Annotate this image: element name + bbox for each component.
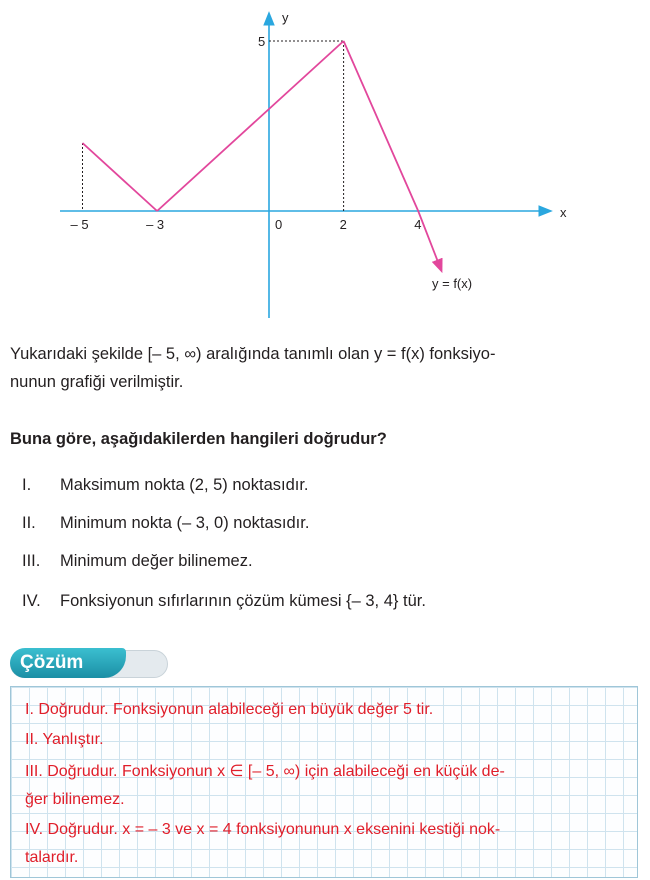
solution-line-1: I. Doğrudur. Fonksiyonun alabileceği en büyük değer 5 tir. bbox=[25, 701, 434, 718]
function-label: y = f(x) bbox=[432, 276, 473, 291]
function-graph bbox=[0, 0, 650, 330]
solution-tab bbox=[10, 648, 168, 678]
statement-text: Maksimum nokta (2, 5) noktasıdır. bbox=[60, 476, 309, 494]
y-axis-label: y bbox=[282, 10, 289, 25]
statement-3 bbox=[22, 552, 253, 571]
x-tick-label: – 5 bbox=[70, 217, 89, 232]
solution-line-4: ğer bilinemez. bbox=[25, 791, 125, 808]
statement-number: IV. bbox=[22, 592, 41, 610]
statement-2 bbox=[22, 514, 309, 533]
intro-line-1: Yukarıdaki şekilde [– 5, ∞) aralığında tanımlı olan y = f(x) fonksiyo- bbox=[10, 345, 496, 363]
y-tick-label-5: 5 bbox=[258, 34, 266, 49]
statement-number: III. bbox=[22, 552, 41, 570]
question-text: Buna göre, aşağıdakilerden hangileri doğrudur? bbox=[10, 430, 387, 448]
solution-line-2: II. Yanlıştır. bbox=[25, 731, 104, 748]
x-tick-label: – 3 bbox=[146, 217, 165, 232]
x-axis-label: x bbox=[560, 205, 567, 220]
solution-tab-label: Çözüm bbox=[10, 648, 126, 678]
solution-line-6: talardır. bbox=[25, 849, 79, 866]
intro-line-2: nunun grafiği verilmiştir. bbox=[10, 373, 184, 391]
statement-number: I. bbox=[22, 476, 32, 494]
curve-segment bbox=[344, 41, 419, 211]
statement-text: Minimum nokta (– 3, 0) noktasıdır. bbox=[60, 514, 310, 532]
solution-line-5: IV. Doğrudur. x = – 3 ve x = 4 fonksiyonunun x eksenini kestiği nok- bbox=[25, 821, 501, 838]
function-curve bbox=[83, 41, 442, 271]
dashed-guides bbox=[83, 41, 344, 211]
x-tick-label: 0 bbox=[275, 217, 283, 232]
curve-continuation-arrow bbox=[418, 211, 441, 271]
solution-line-3: III. Doğrudur. Fonksiyonun x ∈ [– 5, ∞) için alabileceği en küçük de- bbox=[25, 763, 505, 780]
intro-text bbox=[10, 340, 640, 396]
statement-text: Fonksiyonun sıfırlarının çözüm kümesi {– 3, 4} tür. bbox=[60, 592, 426, 610]
statement-number: II. bbox=[22, 514, 36, 532]
curve-segment bbox=[157, 41, 344, 211]
curve-segment bbox=[83, 143, 158, 211]
statement-text: Minimum değer bilinemez. bbox=[60, 552, 253, 570]
x-tick-label: 2 bbox=[339, 217, 347, 232]
solution-box bbox=[10, 686, 638, 878]
x-tick-labels bbox=[71, 217, 422, 232]
x-tick-label: 4 bbox=[414, 217, 422, 232]
statement-1 bbox=[22, 476, 309, 495]
statement-4 bbox=[22, 592, 426, 611]
